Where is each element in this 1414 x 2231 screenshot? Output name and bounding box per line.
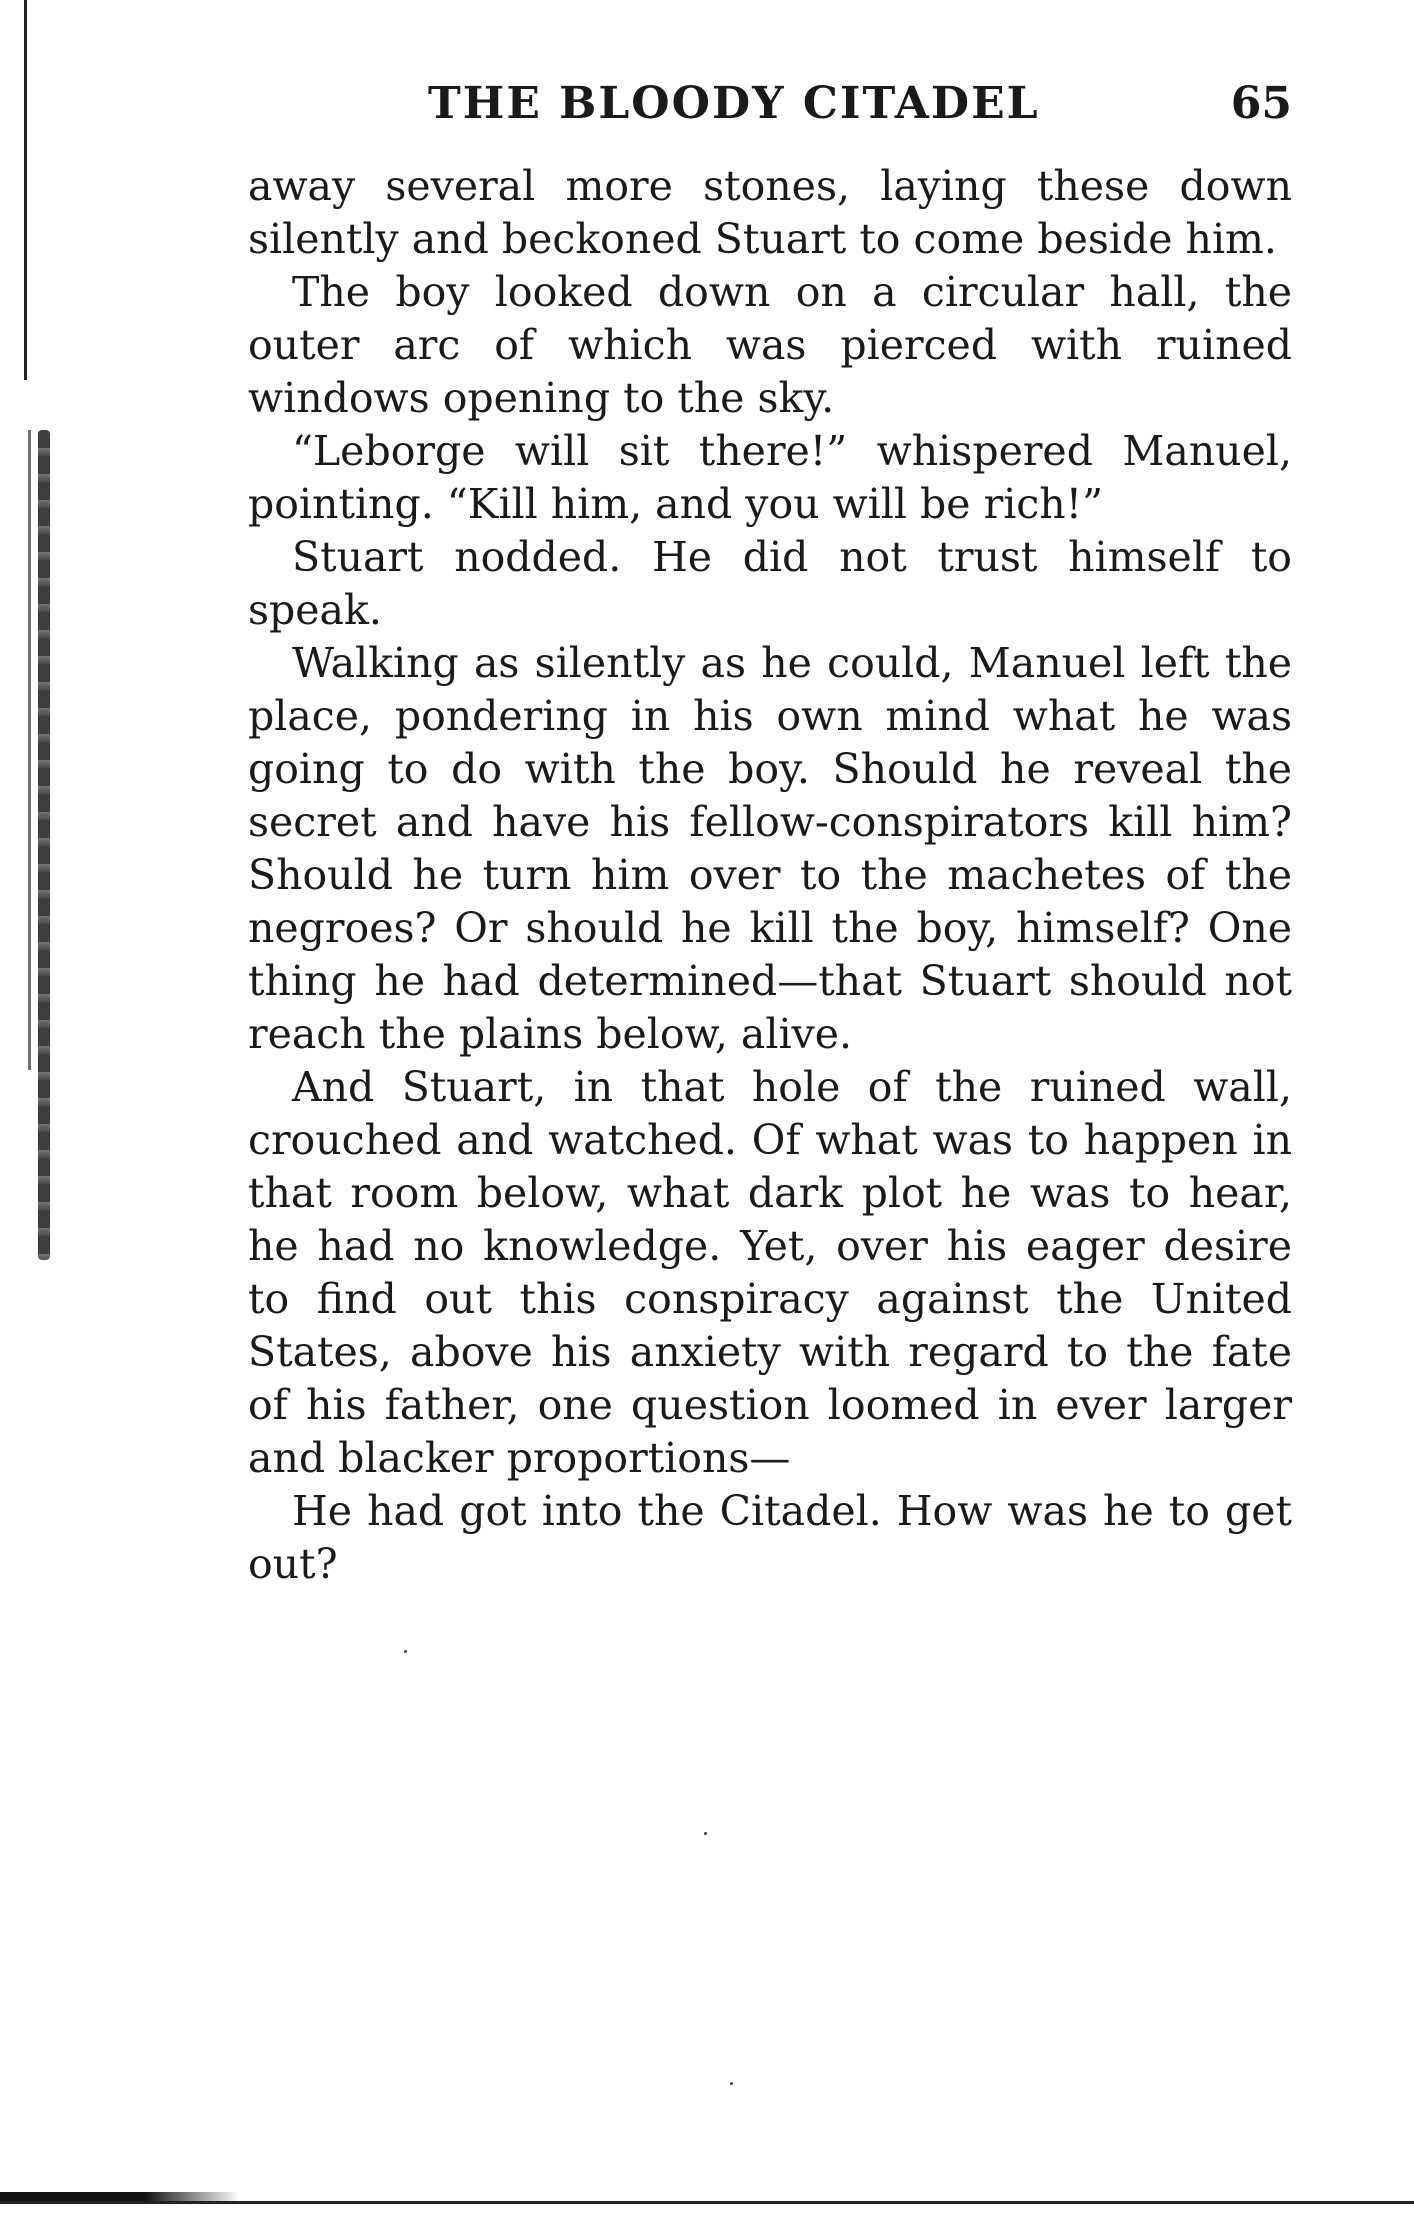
paragraph: Stuart nodded. He did not trust himself to speak. [248,533,1292,634]
print-speck [704,1832,707,1835]
binding-shadow [38,430,50,1260]
paragraph: The boy looked down on a circular hall, the outer arc of which was pierced with ruined windows opening to the sky. [248,268,1292,422]
print-speck [404,1650,407,1653]
paragraph: And Stuart, in that hole of the ruined wall, crouched and watched. Of what was to happen in that room below, what dark plot he was to hear, he had no knowledge. Yet, over his eager desire to find out this conspiracy against the United States, above his anxiety with regard to the fate of his father, one question loomed in ever larger and blacker proportions— [248,1063,1292,1482]
paragraph: Walking as silently as he could, Manuel left the place, pondering in his own mind what he was going to do with the boy. Should he reveal the secret and have his fellow-conspirators kill him? Should he turn him over to the machetes of the negroes? Or should he kill the boy, himself? One thing he had determined—that Stuart should not reach the plains below, alive. [248,639,1292,1058]
paragraph: “Leborge will sit there!” whispered Manuel, pointing. “Kill him, and you will be rich!” [248,427,1292,528]
print-speck [730,2082,733,2085]
paragraph: He had got into the Citadel. How was he to get out? [248,1487,1292,1588]
running-header [248,78,1292,138]
binding-edge-line [24,0,27,380]
binding-shadow-thin [28,430,31,1070]
body-text [248,160,1292,1591]
paragraph: away several more stones, laying these down silently and beckoned Stuart to come beside him. [248,162,1292,263]
bottom-edge-line [0,2201,1414,2204]
page-bottom-edge [0,2192,1414,2206]
page-number: 65 [1230,78,1292,129]
running-title: THE BLOODY CITADEL [428,78,1040,129]
